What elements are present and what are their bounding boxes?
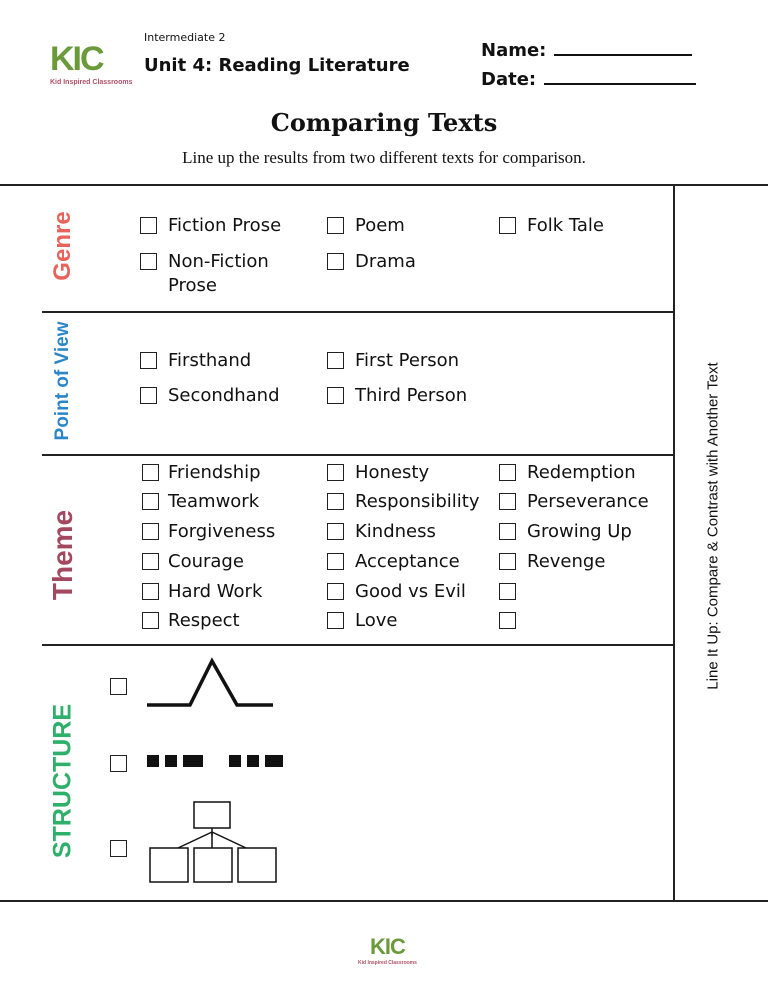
genre-option: Drama: [355, 251, 416, 272]
genre-checkbox[interactable]: [499, 217, 516, 234]
theme-checkbox[interactable]: [327, 612, 344, 629]
hierarchy-chart-icon: [148, 800, 280, 886]
theme-label: Theme: [47, 509, 78, 601]
unit-title: Unit 4: Reading Literature: [144, 55, 410, 76]
theme-checkbox[interactable]: [327, 583, 344, 600]
structure-checkbox-plot-mountain[interactable]: [110, 678, 127, 695]
kic-logo: [50, 40, 132, 86]
pov-option: Firsthand: [168, 350, 252, 371]
theme-option: Good vs Evil: [355, 581, 466, 602]
genre-option: Non-Fiction Prose: [168, 251, 269, 296]
date-label: Date:: [481, 69, 537, 90]
theme-checkbox[interactable]: [327, 523, 344, 540]
divider: [0, 184, 768, 186]
theme-option: Friendship: [168, 462, 261, 483]
pov-option: Third Person: [355, 385, 468, 406]
genre-option: Fiction Prose: [168, 215, 282, 236]
theme-option: Kindness: [355, 521, 436, 542]
theme-checkbox[interactable]: [499, 493, 516, 510]
sequence-dashes-icon: [145, 755, 285, 769]
theme-option: Teamwork: [168, 491, 260, 512]
footer-logo-tagline: Kid Inspired Classrooms: [358, 960, 417, 966]
divider: [0, 900, 768, 902]
divider: [42, 454, 673, 456]
theme-option: Redemption: [527, 462, 636, 483]
pov-option: Secondhand: [168, 385, 280, 406]
subtitle: Line up the results from two different texts for comparison.: [182, 148, 586, 167]
theme-checkbox[interactable]: [142, 493, 159, 510]
footer-logo-text: KIC: [370, 934, 405, 959]
structure-label: STRUCTURE: [48, 703, 77, 859]
footer-logo: [358, 934, 417, 966]
genre-checkbox[interactable]: [327, 253, 344, 270]
theme-checkbox[interactable]: [499, 523, 516, 540]
theme-checkbox[interactable]: [142, 612, 159, 629]
genre-checkbox[interactable]: [140, 253, 157, 270]
theme-option: Love: [355, 610, 398, 631]
pov-checkbox[interactable]: [140, 352, 157, 369]
theme-checkbox[interactable]: [327, 464, 344, 481]
theme-option: Courage: [168, 551, 244, 572]
theme-option: Growing Up: [527, 521, 632, 542]
theme-option: Acceptance: [355, 551, 460, 572]
logo-tagline: Kid Inspired Classrooms: [50, 79, 133, 86]
genre-option: Poem: [355, 215, 405, 236]
pov-checkbox[interactable]: [327, 352, 344, 369]
genre-label: Genre: [49, 211, 76, 281]
pov-label: Point of View: [52, 321, 73, 441]
theme-checkbox[interactable]: [142, 464, 159, 481]
pov-checkbox[interactable]: [140, 387, 157, 404]
theme-option: Honesty: [355, 462, 430, 483]
structure-checkbox-hierarchy[interactable]: [110, 840, 127, 857]
theme-option: Forgiveness: [168, 521, 276, 542]
theme-checkbox[interactable]: [327, 493, 344, 510]
page-title: Comparing Texts: [270, 108, 498, 137]
theme-checkbox[interactable]: [499, 612, 516, 629]
theme-option: Respect: [168, 610, 240, 631]
theme-checkbox[interactable]: [327, 553, 344, 570]
theme-checkbox[interactable]: [499, 583, 516, 600]
level-label: Intermediate 2: [144, 31, 226, 44]
theme-option: Responsibility: [355, 491, 480, 512]
pov-checkbox[interactable]: [327, 387, 344, 404]
theme-option: Hard Work: [168, 581, 263, 602]
theme-checkbox[interactable]: [499, 553, 516, 570]
theme-checkbox[interactable]: [142, 523, 159, 540]
structure-checkbox-sequence[interactable]: [110, 755, 127, 772]
date-field[interactable]: [481, 69, 696, 90]
name-label: Name:: [481, 40, 547, 61]
genre-checkbox[interactable]: [140, 217, 157, 234]
theme-option: Revenge: [527, 551, 606, 572]
genre-checkbox[interactable]: [327, 217, 344, 234]
theme-checkbox[interactable]: [142, 583, 159, 600]
logo-text: KIC: [50, 40, 103, 78]
side-note: Line It Up: Compare & Contrast with Another Text: [704, 362, 722, 690]
theme-checkbox[interactable]: [142, 553, 159, 570]
plot-mountain-icon: [145, 655, 275, 710]
divider: [42, 644, 673, 646]
theme-option: Perseverance: [527, 491, 649, 512]
genre-option: Folk Tale: [527, 215, 604, 236]
pov-option: First Person: [355, 350, 460, 371]
name-field[interactable]: [481, 40, 692, 61]
divider: [673, 185, 675, 901]
theme-checkbox[interactable]: [499, 464, 516, 481]
divider: [42, 311, 673, 313]
